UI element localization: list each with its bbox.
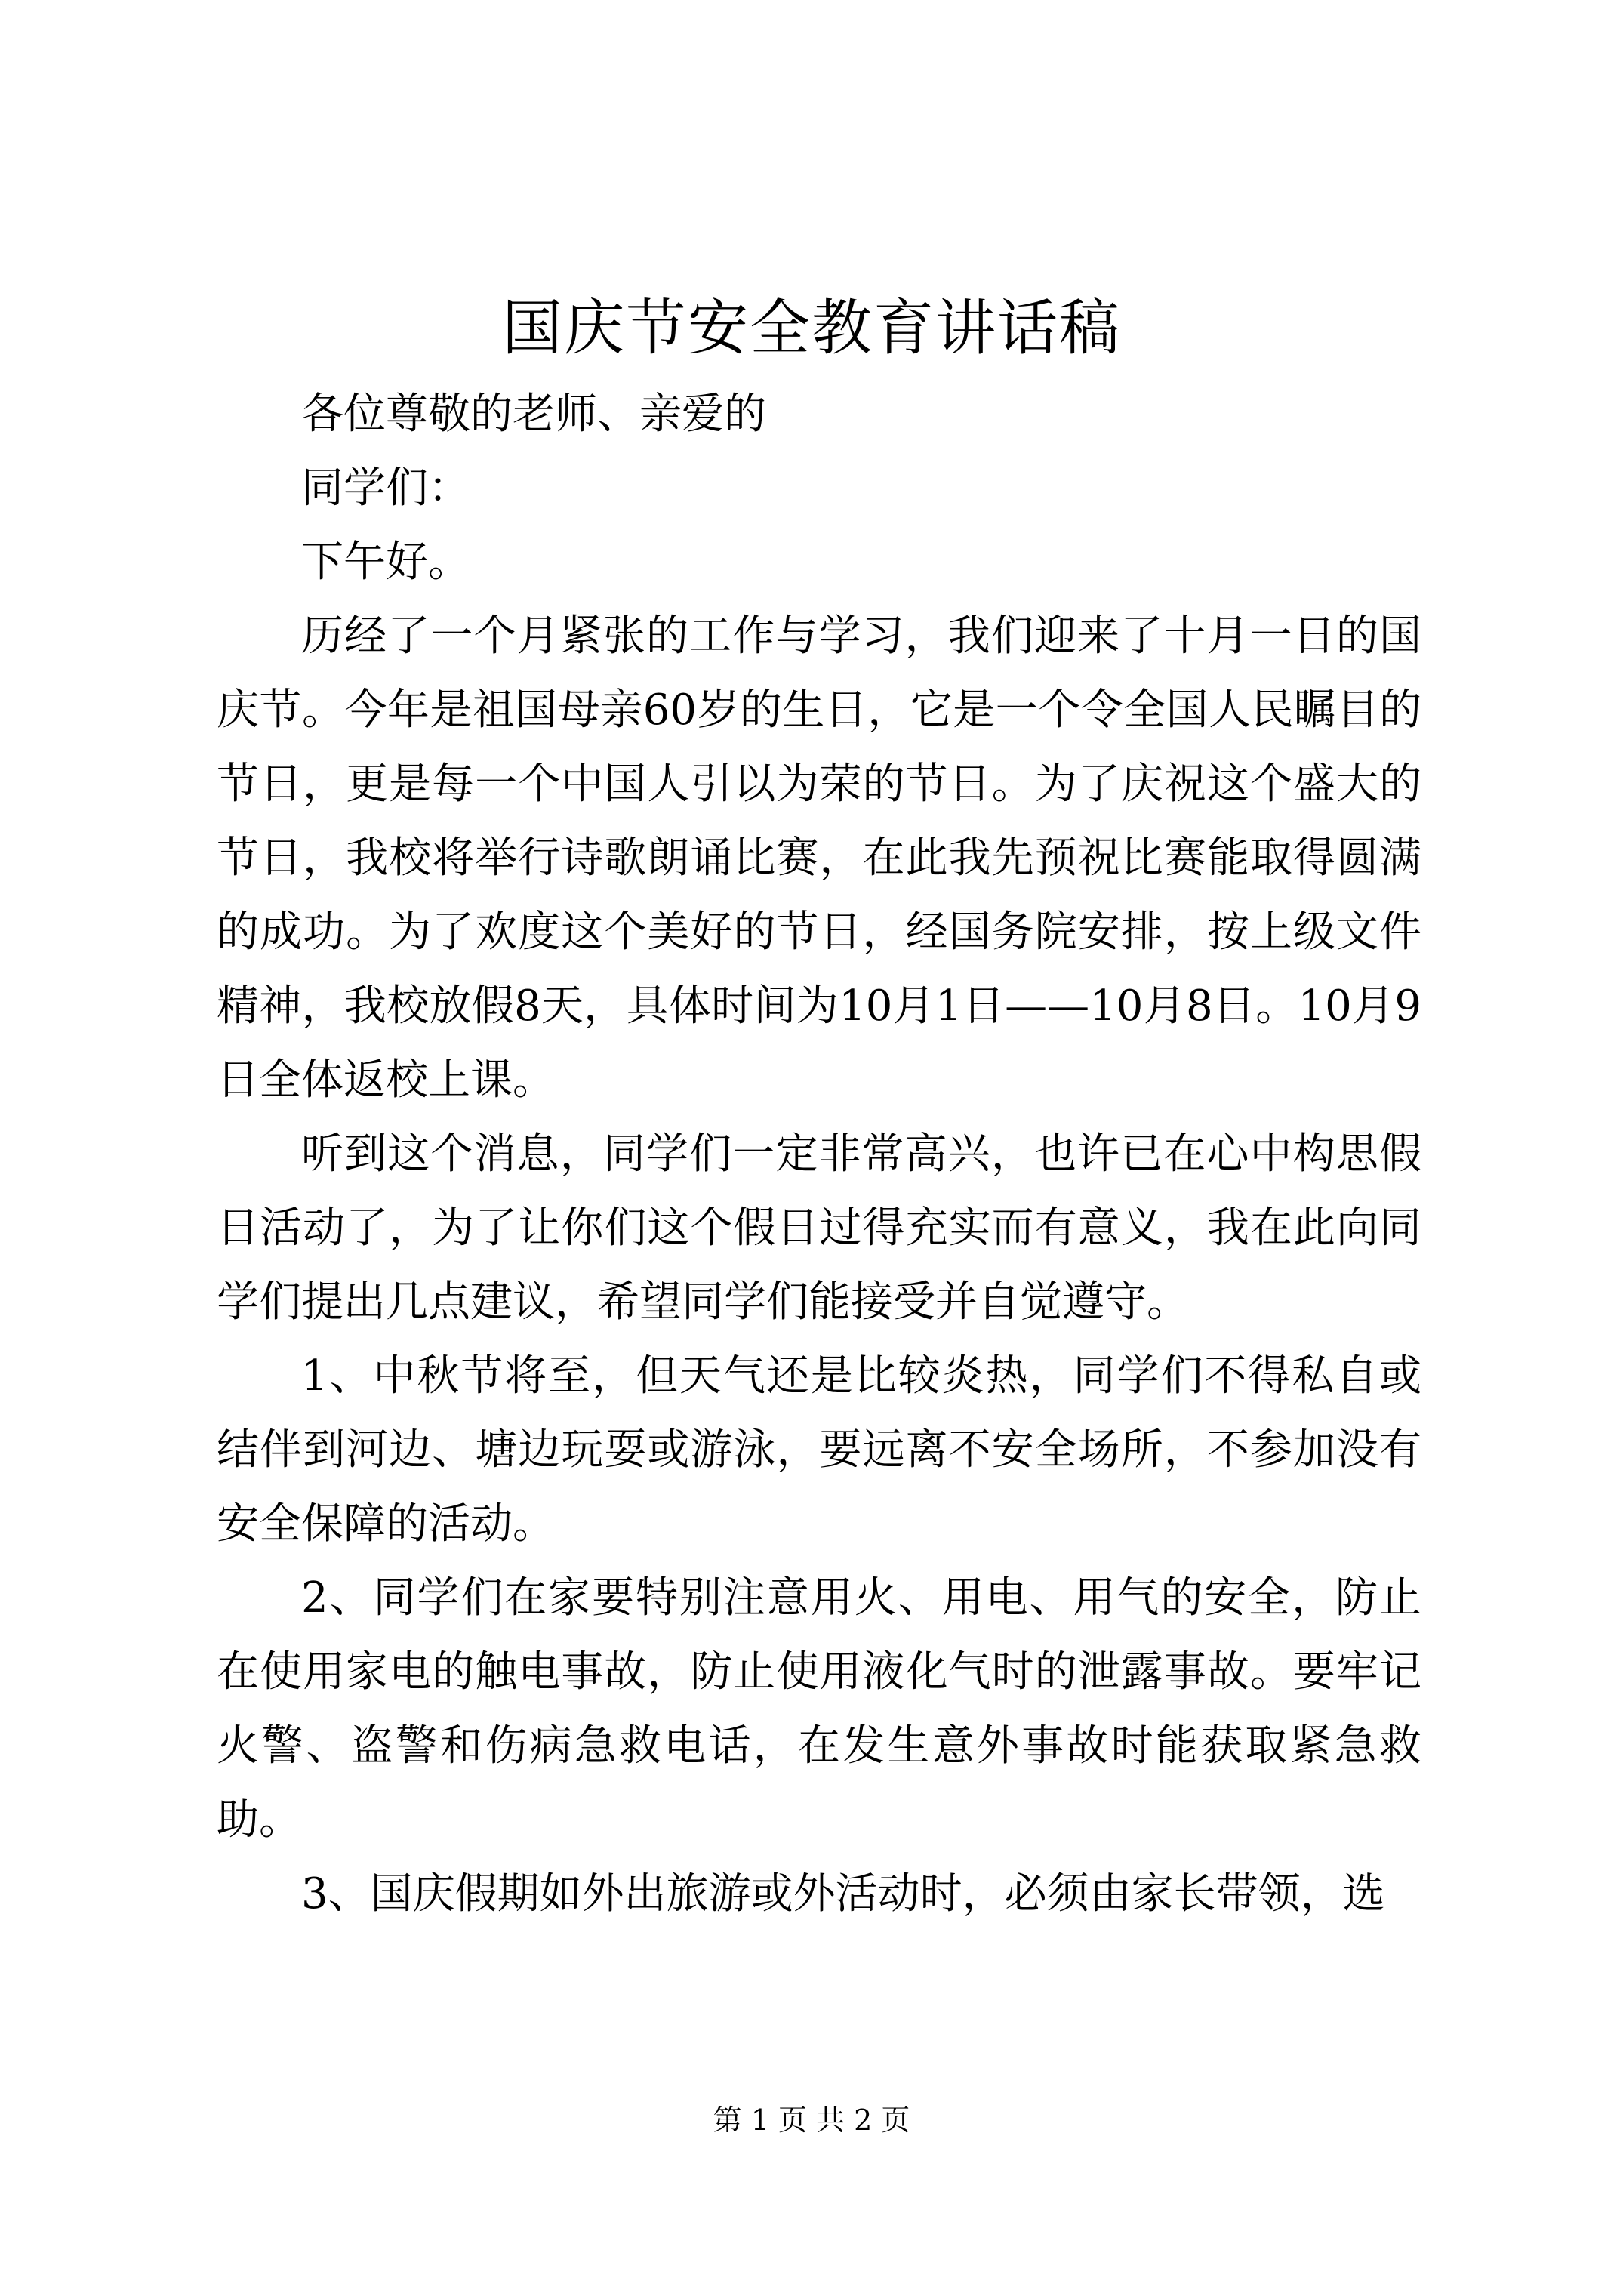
- greeting: 下午好。: [301, 538, 470, 587]
- page-number-footer: 第 1 页 共 2 页: [713, 2103, 910, 2137]
- paragraph-item-2: 2、同学们在家要特别注意用火、用电、用气的安全，防止在使用家电的触电事故，防止使用液化气时的泄露事故。要牢记火警、盗警和伤病急救电话，在发生意外事故时能获取紧急救助。: [217, 1573, 1421, 1845]
- paragraph-item-1: 1、中秋节将至，但天气还是比较炎热，同学们不得私自或结伴到河边、塘边玩耍或游泳，要远离不安全场所，不参加没有安全保障的活动。: [217, 1351, 1421, 1549]
- document-title: 国庆节安全教育讲话稿: [502, 293, 1121, 363]
- paragraph-suggestions: 听到这个消息，同学们一定非常高兴，也许已在心中构思假日活动了，为了让你们这个假日过得充实而有意义，我在此向同学们提出几点建议，希望同学们能接受并自觉遵守。: [217, 1130, 1421, 1327]
- paragraph-item-3: 3、国庆假期如外出旅游或外活动时，必须由家长带领，选: [301, 1869, 1385, 1918]
- salutation-line-1: 各位尊敬的老师、亲爱的: [301, 390, 766, 439]
- document-body: [217, 378, 1421, 1931]
- paragraph-intro: 历经了一个月紧张的工作与学习，我们迎来了十月一日的国庆节。今年是祖国母亲60岁的生日，它是一个令全国人民瞩目的节日，更是每一个中国人引以为荣的节日。为了庆祝这个盛大的节日，我校将举行诗歌朗诵比赛，在此我先预祝比赛能取得圆满的成功。为了欢度这个美好的节日，经国务院安排，按上级文件精神，我校放假8天，具体时间为10月1日——10月8日。10月9日全体返校上课。: [217, 612, 1421, 1105]
- salutation-line-2: 同学们：: [301, 464, 470, 513]
